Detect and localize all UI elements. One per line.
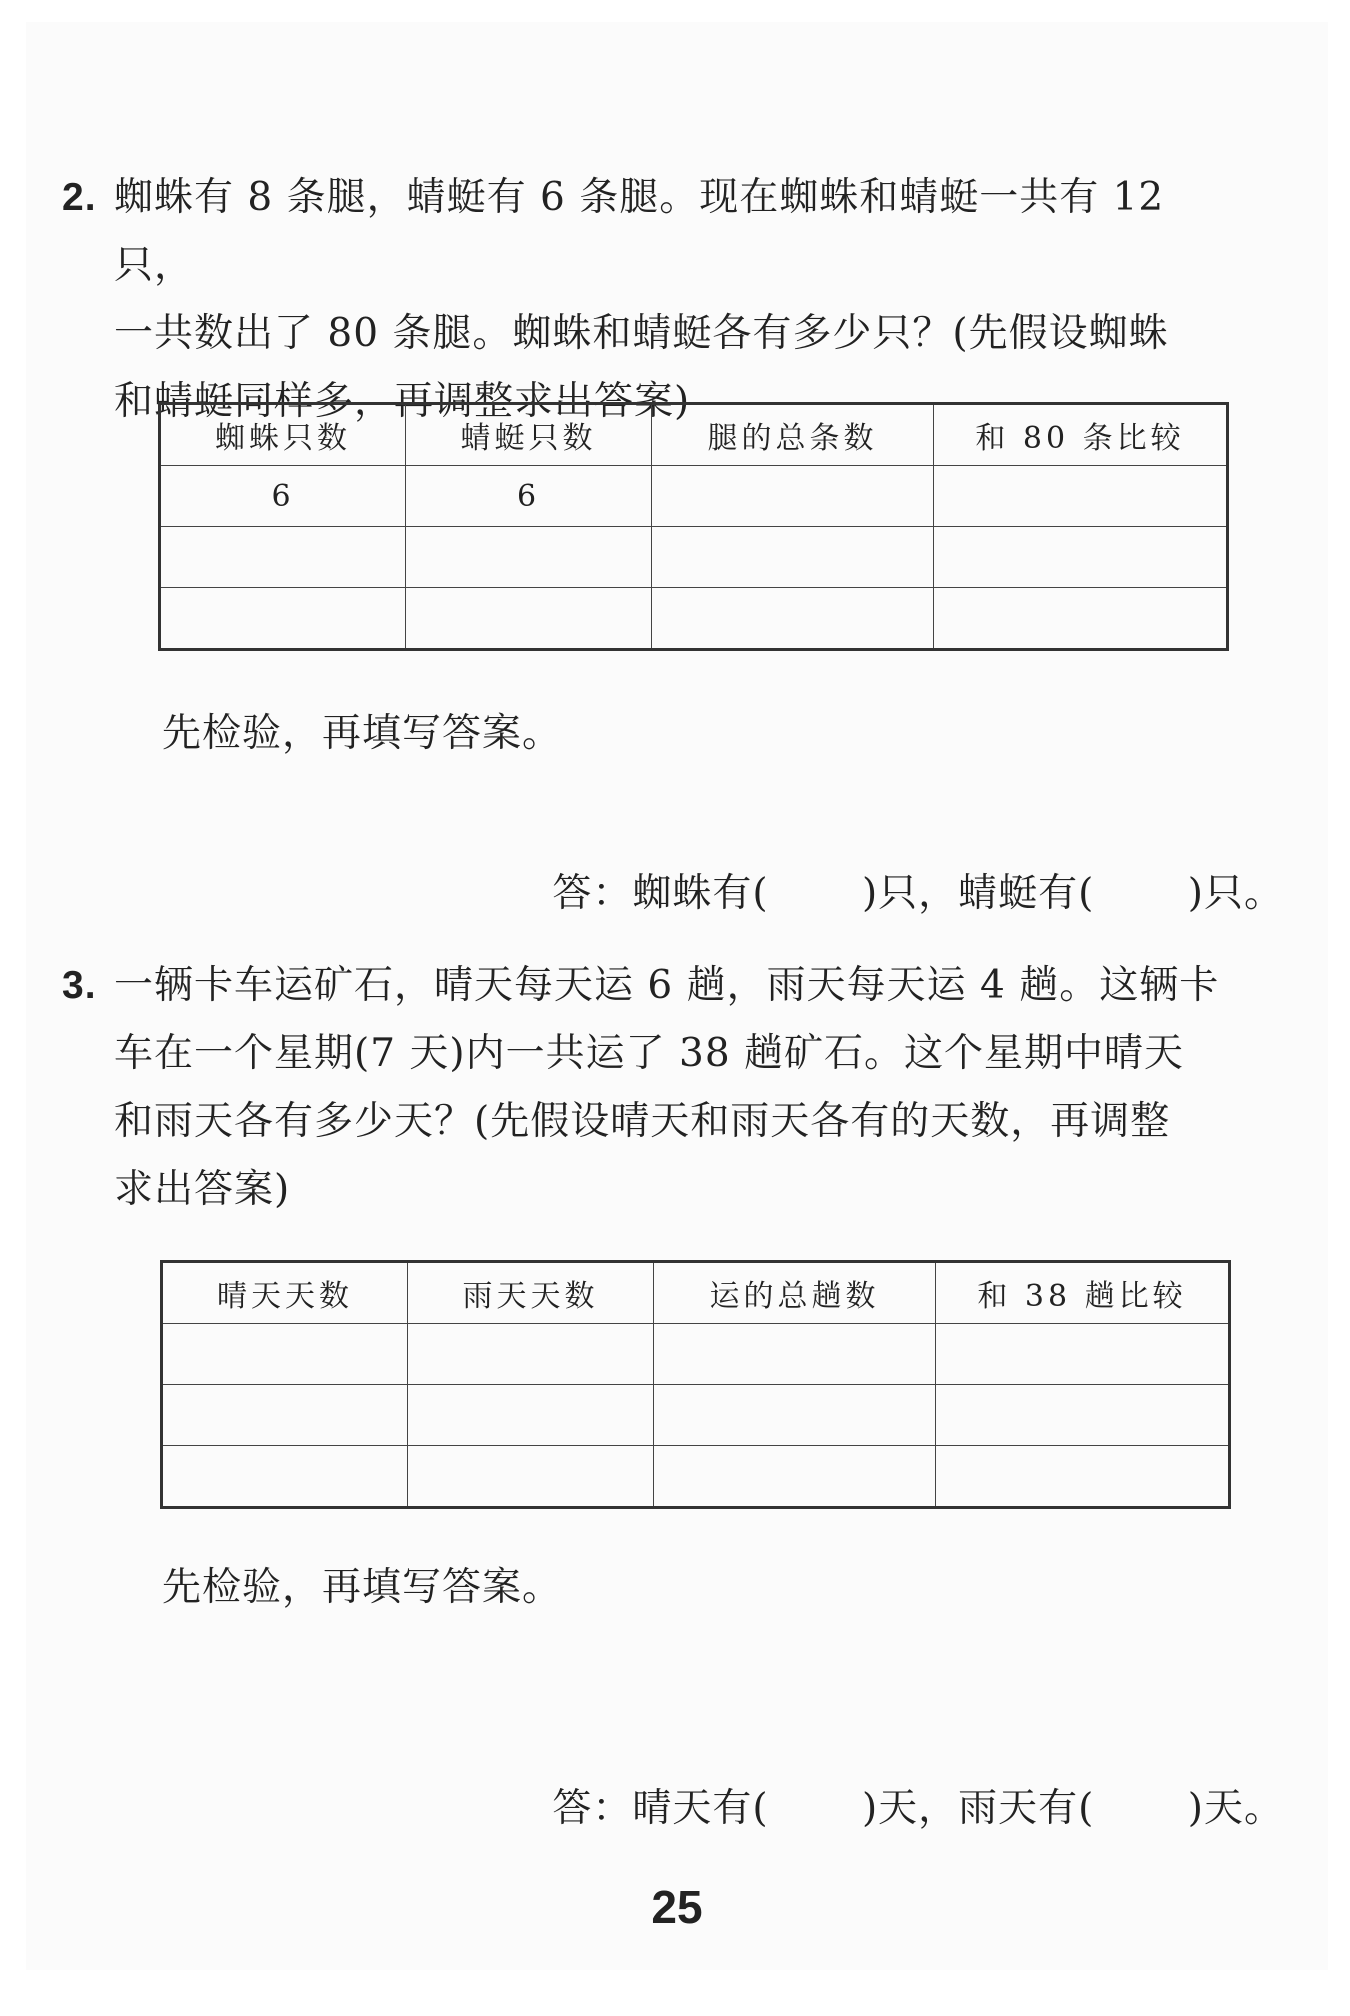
problem-line: 蜘蛛有 8 条腿，蜻蜓有 6 条腿。现在蜘蛛和蜻蜓一共有 12 只，	[114, 175, 1165, 288]
table-cell[interactable]	[654, 1385, 936, 1446]
assumption-table	[158, 402, 1229, 651]
instruction-text: 先检验，再填写答案。	[162, 1565, 563, 1610]
table-row	[160, 466, 1228, 527]
table-row	[160, 527, 1228, 588]
table-row	[162, 1324, 1230, 1385]
header-cell: 和 38 趟比较	[936, 1262, 1230, 1324]
table-cell[interactable]: 6	[406, 466, 652, 527]
problem-line: 和雨天各有多少天？(先假设晴天和雨天各有的天数，再调整	[114, 1099, 1171, 1144]
table-cell[interactable]	[654, 1324, 936, 1385]
table-cell[interactable]	[406, 527, 652, 588]
problem-line: 车在一个星期(7 天)内一共运了 38 趟矿石。这个星期中晴天	[114, 1031, 1185, 1076]
table-row	[162, 1385, 1230, 1446]
table-cell[interactable]	[160, 588, 406, 650]
table-row	[162, 1446, 1230, 1508]
table-cell[interactable]	[654, 1446, 936, 1508]
problem-number: 3.	[62, 964, 97, 1007]
table-cell[interactable]	[408, 1324, 654, 1385]
worksheet-page	[26, 22, 1328, 1970]
table-cell[interactable]	[652, 466, 934, 527]
header-cell: 和 80 条比较	[934, 404, 1228, 466]
problem-line: 和蜻蜓同样多，再调整求出答案)	[114, 379, 691, 424]
header-cell: 蜻蜓只数	[406, 404, 652, 466]
table-cell[interactable]	[408, 1446, 654, 1508]
table-cell[interactable]	[406, 588, 652, 650]
problem-3	[62, 952, 1234, 1224]
table-row	[160, 588, 1228, 650]
table-cell[interactable]: 6	[160, 466, 406, 527]
table-cell[interactable]	[408, 1385, 654, 1446]
header-cell: 雨天天数	[408, 1262, 654, 1324]
problem-2	[62, 164, 1234, 436]
header-cell: 蜘蛛只数	[160, 404, 406, 466]
problem-line: 一共数出了 80 条腿。蜘蛛和蜻蜓各有多少只？(先假设蜘蛛	[114, 311, 1169, 356]
table-cell[interactable]	[652, 588, 934, 650]
page-number: 25	[651, 1881, 703, 1933]
problem-number: 2.	[62, 176, 97, 219]
table-cell[interactable]	[162, 1446, 408, 1508]
table-cell[interactable]	[934, 527, 1228, 588]
table-cell[interactable]	[160, 527, 406, 588]
table-header-row	[160, 404, 1228, 466]
header-cell: 腿的总条数	[652, 404, 934, 466]
table-cell[interactable]	[936, 1324, 1230, 1385]
problem-line: 一辆卡车运矿石，晴天每天运 6 趟，雨天每天运 4 趟。这辆卡	[114, 963, 1220, 1008]
header-cell: 运的总趟数	[654, 1262, 936, 1324]
table-cell[interactable]	[936, 1446, 1230, 1508]
table-cell[interactable]	[162, 1385, 408, 1446]
table-cell[interactable]	[162, 1324, 408, 1385]
header-cell: 晴天天数	[162, 1262, 408, 1324]
answer-line: 答：蜘蛛有( )只，蜻蜓有( )只。	[552, 871, 1284, 916]
problem-line: 求出答案)	[114, 1167, 291, 1212]
table-cell[interactable]	[652, 527, 934, 588]
instruction-text: 先检验，再填写答案。	[162, 711, 563, 756]
assumption-table	[160, 1260, 1231, 1509]
table-cell[interactable]	[934, 466, 1228, 527]
table-cell[interactable]	[934, 588, 1228, 650]
table-cell[interactable]	[936, 1385, 1230, 1446]
table-header-row	[162, 1262, 1230, 1324]
answer-line: 答：晴天有( )天，雨天有( )天。	[552, 1786, 1284, 1831]
